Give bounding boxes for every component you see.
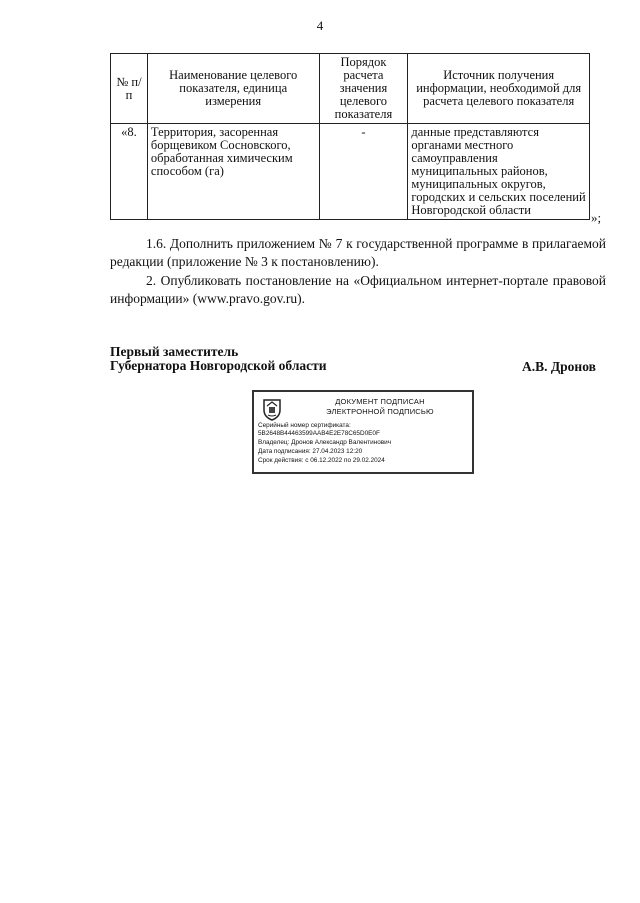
stamp-signed-date: Дата подписания: 27.04.2023 12:20 <box>258 448 363 455</box>
stamp-heading <box>290 397 470 417</box>
header-data-source: Источник получения информации, необходимой для расчета целевого показателя <box>408 54 590 124</box>
table-closing-quote: »; <box>591 210 602 225</box>
header-calculation-method: Порядок расчета значения целевого показателя <box>319 54 408 124</box>
paragraph-1-6: 1.6. Дополнить приложением № 7 к государственной программе в прилагаемой редакции (приложение № 3 к постановлению). <box>110 236 606 269</box>
header-number: № п/п <box>111 54 148 124</box>
signatory-title <box>110 345 327 373</box>
stamp-serial-label: Серийный номер сертификата: <box>258 422 351 429</box>
header-indicator-name: Наименование целевого показателя, единица измерения <box>147 54 319 124</box>
table-row <box>111 124 590 220</box>
stamp-validity: Срок действия: с 06.12.2022 по 29.02.2024 <box>258 457 385 464</box>
row-data-source: данные представляются органами местного самоуправления муниципальных районов, муниципальных округов, городских и сельских поселений Новгородской области <box>408 124 590 220</box>
stamp-serial: 5B2648B44463599AAB4E2E78C65D0E0F <box>258 430 380 437</box>
e-signature-stamp <box>252 390 474 474</box>
stamp-heading-line2: ЭЛЕКТРОННОЙ ПОДПИСЬЮ <box>326 407 434 416</box>
paragraph-2: 2. Опубликовать постановление на «Официальном интернет-портале правовой информации» (www.pravo.gov.ru). <box>110 273 606 306</box>
row-indicator-name: Территория, засоренная борщевиком Сосновского, обработанная химическим способом (га) <box>147 124 319 220</box>
row-calculation-method: - <box>319 124 408 220</box>
coat-of-arms-icon <box>260 397 284 421</box>
page-number: 4 <box>316 18 324 33</box>
stamp-owner: Владелец: Дронов Александр Валентинович <box>258 439 392 446</box>
stamp-heading-line1: ДОКУМЕНТ ПОДПИСАН <box>335 397 425 406</box>
table-header-row <box>111 54 590 124</box>
row-number: «8. <box>111 124 148 220</box>
indicator-table <box>110 53 590 220</box>
signatory-title-line2: Губернатора Новгородской области <box>110 358 327 373</box>
signatory-title-line1: Первый заместитель <box>110 344 239 359</box>
signatory-name: А.В. Дронов <box>522 359 596 374</box>
